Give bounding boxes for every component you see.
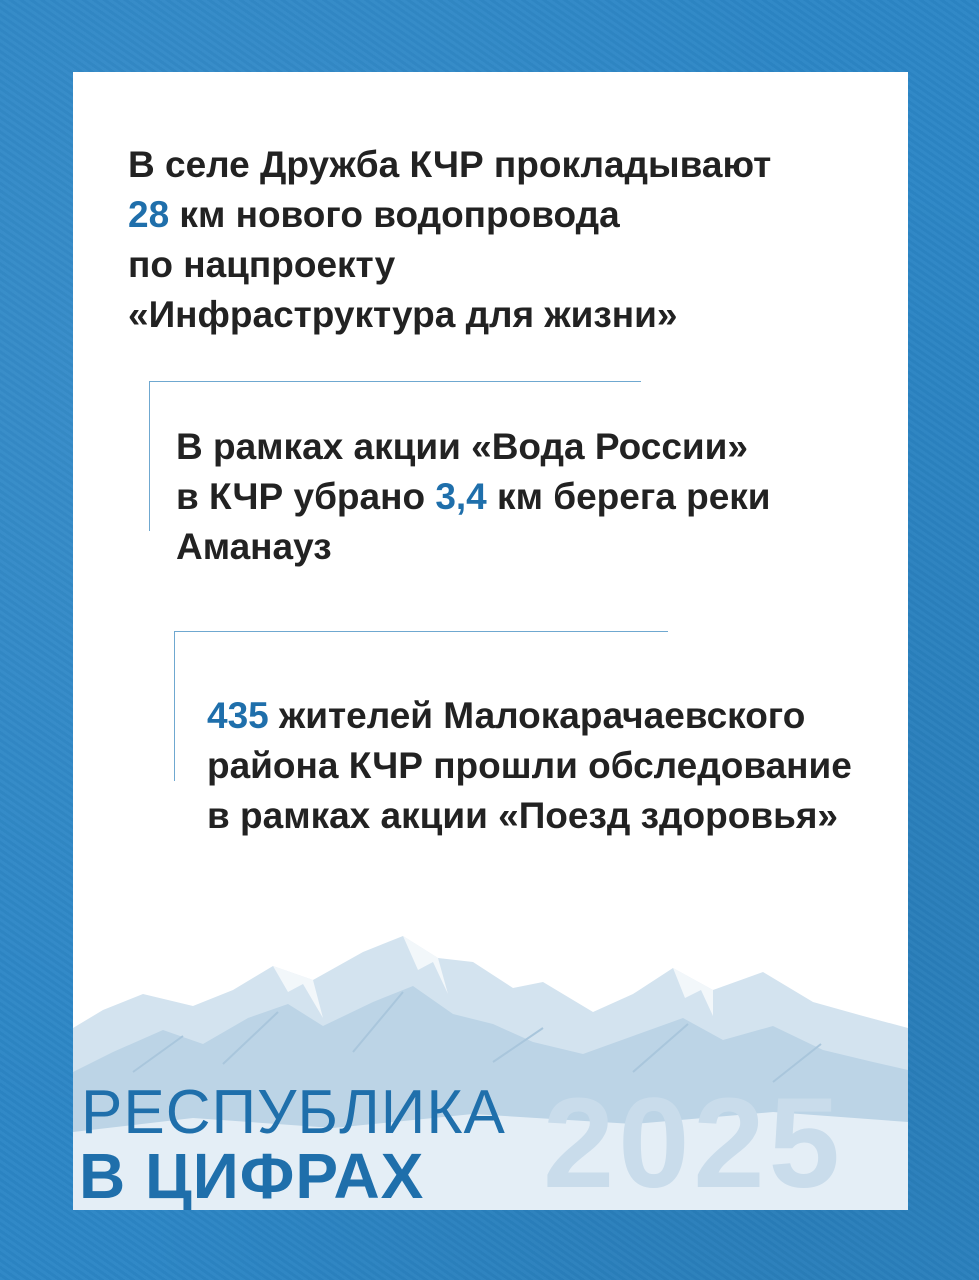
brand-title-line2: В ЦИФРАХ: [79, 1140, 425, 1210]
fact-text: в рамках акции «Поезд здоровья»: [207, 795, 838, 836]
fact-health-train: [207, 691, 852, 841]
fact-text: «Инфраструктура для жизни»: [128, 294, 678, 335]
fact-river-cleanup: [176, 422, 771, 572]
fact-text: В рамках акции «Вода России»: [176, 426, 748, 467]
fact-text: по нацпроекту: [128, 244, 396, 285]
highlight-number: 28: [128, 194, 170, 235]
brand-year: 2025: [543, 1072, 844, 1210]
highlight-number: 3,4: [435, 476, 487, 517]
fact-text: района КЧР прошли обследование: [207, 745, 852, 786]
fact-text: км берега реки: [486, 476, 771, 517]
divider-top-1: [149, 381, 641, 382]
divider-side-1: [149, 381, 150, 531]
divider-top-2: [174, 631, 668, 632]
fact-water-pipeline: [128, 140, 771, 340]
highlight-number: 435: [207, 695, 269, 736]
fact-text: жителей Малокарачаевского: [268, 695, 806, 736]
info-card: [73, 72, 908, 1210]
fact-text: В селе Дружба КЧР прокладывают: [128, 144, 772, 185]
fact-text: км нового водопровода: [169, 194, 620, 235]
fact-text: Аманауз: [176, 526, 332, 567]
fact-text: в КЧР убрано: [176, 476, 436, 517]
divider-side-2: [174, 631, 175, 781]
brand-title-line1: РЕСПУБЛИКА: [81, 1078, 506, 1147]
